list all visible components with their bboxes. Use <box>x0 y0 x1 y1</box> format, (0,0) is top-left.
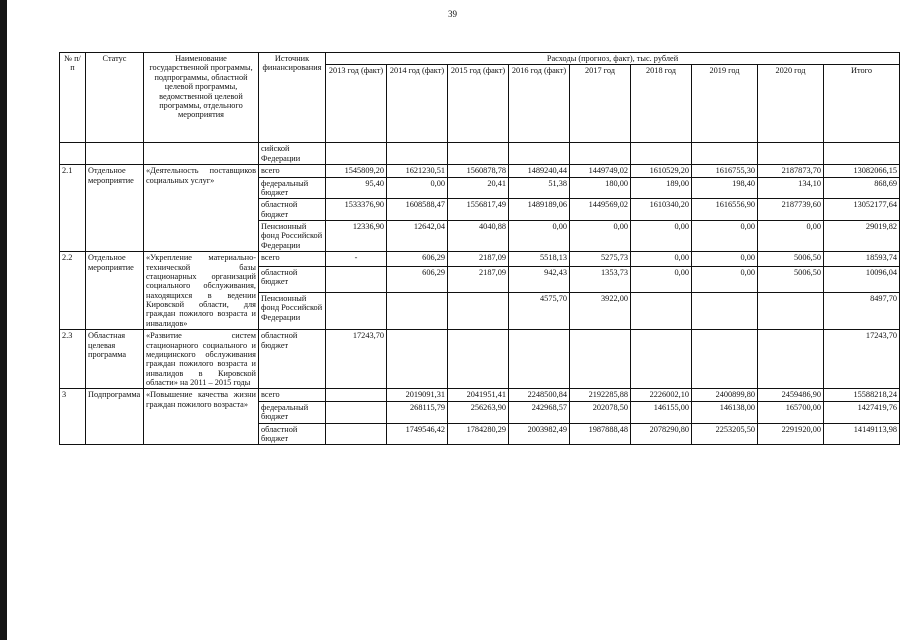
value-cell: 0,00 <box>758 221 824 252</box>
value-cell: 1449569,02 <box>570 199 631 221</box>
header-name: Наименование государственной программы, подпрограммы, областной целевой программы, ведомственной целевой программы, отдельного мероприятия <box>144 53 259 143</box>
value-cell: 1616755,30 <box>692 165 758 177</box>
value-cell: 2291920,00 <box>758 423 824 445</box>
value-cell: 5275,73 <box>570 252 631 267</box>
table-row <box>60 252 900 267</box>
table-body <box>60 143 900 445</box>
value-cell: 2041951,41 <box>448 389 509 401</box>
table-row <box>60 165 900 177</box>
value-cell: 606,29 <box>387 266 448 292</box>
value-cell: - <box>326 252 387 267</box>
value-cell <box>326 401 387 423</box>
value-cell: 165700,00 <box>758 401 824 423</box>
value-cell <box>692 330 758 389</box>
row-number: 2.1 <box>60 165 86 252</box>
source-cell: всего <box>259 389 326 401</box>
value-cell: 2248500,84 <box>509 389 570 401</box>
value-cell: 0,00 <box>387 177 448 199</box>
row-status: Отдельное мероприятие <box>86 165 144 252</box>
row-program-name: «Деятельность поставщиков социальных услуг» <box>144 165 259 252</box>
header-source: Источник финансирования <box>259 53 326 143</box>
source-cell: Пенсионный фонд Российской Федерации <box>259 221 326 252</box>
value-cell <box>326 389 387 401</box>
value-cell: 1610340,20 <box>631 199 692 221</box>
value-cell <box>326 423 387 445</box>
value-cell <box>631 330 692 389</box>
value-cell: 2192285,88 <box>570 389 631 401</box>
total-cell: 14149113,98 <box>824 423 900 445</box>
value-cell: 51,38 <box>509 177 570 199</box>
value-cell: 1353,73 <box>570 266 631 292</box>
value-cell: 0,00 <box>692 221 758 252</box>
source-cell: федеральный бюджет <box>259 401 326 423</box>
value-cell: 2187873,70 <box>758 165 824 177</box>
header-year: 2015 год (факт) <box>448 65 509 143</box>
value-cell: 1489240,44 <box>509 165 570 177</box>
value-cell: 4575,70 <box>509 292 570 329</box>
value-cell: 0,00 <box>509 221 570 252</box>
value-cell: 5006,50 <box>758 252 824 267</box>
value-cell: 180,00 <box>570 177 631 199</box>
header-year: 2016 год (факт) <box>509 65 570 143</box>
value-cell: 20,41 <box>448 177 509 199</box>
value-cell: 1784280,29 <box>448 423 509 445</box>
value-cell <box>692 292 758 329</box>
table-row <box>60 389 900 401</box>
value-cell: 606,29 <box>387 252 448 267</box>
value-cell <box>509 330 570 389</box>
value-cell <box>570 330 631 389</box>
source-cell: областной бюджет <box>259 266 326 292</box>
value-cell: 1533376,90 <box>326 199 387 221</box>
value-cell <box>387 330 448 389</box>
row-program-name: «Развитие систем стационарного социального и медицинского обслуживания граждан пожилого возраста и инвалидов в Кировской области» на 2011 – 2015 годы <box>144 330 259 389</box>
source-cell: сийской Федерации <box>259 143 326 165</box>
value-cell: 198,40 <box>692 177 758 199</box>
value-cell: 5006,50 <box>758 266 824 292</box>
header-status: Статус <box>86 53 144 143</box>
header-year: 2017 год <box>570 65 631 143</box>
value-cell <box>387 292 448 329</box>
total-cell: 17243,70 <box>824 330 900 389</box>
value-cell: 942,43 <box>509 266 570 292</box>
total-cell: 18593,74 <box>824 252 900 267</box>
value-cell: 5518,13 <box>509 252 570 267</box>
header-year: 2019 год <box>692 65 758 143</box>
value-cell: 1489189,06 <box>509 199 570 221</box>
header-year: 2018 год <box>631 65 692 143</box>
row-status: Подпрограмма <box>86 389 144 445</box>
value-cell: 1545809,20 <box>326 165 387 177</box>
value-cell: 17243,70 <box>326 330 387 389</box>
value-cell: 2187739,60 <box>758 199 824 221</box>
source-cell: областной бюджет <box>259 423 326 445</box>
value-cell: 1560878,78 <box>448 165 509 177</box>
total-cell: 13052177,64 <box>824 199 900 221</box>
value-cell: 2226002,10 <box>631 389 692 401</box>
total-cell: 15588218,24 <box>824 389 900 401</box>
value-cell: 4040,88 <box>448 221 509 252</box>
value-cell: 0,00 <box>692 266 758 292</box>
source-cell: всего <box>259 165 326 177</box>
value-cell: 256263,90 <box>448 401 509 423</box>
value-cell: 1749546,42 <box>387 423 448 445</box>
source-cell: всего <box>259 252 326 267</box>
value-cell: 146155,00 <box>631 401 692 423</box>
value-cell: 2459486,90 <box>758 389 824 401</box>
value-cell: 0,00 <box>631 252 692 267</box>
value-cell: 95,40 <box>326 177 387 199</box>
value-cell <box>448 330 509 389</box>
row-status: Отдельное мероприятие <box>86 252 144 330</box>
total-cell: 868,69 <box>824 177 900 199</box>
header-expenses: Расходы (прогноз, факт), тыс. рублей <box>326 53 900 65</box>
header-num: № п/п <box>60 53 86 143</box>
total-cell: 8497,70 <box>824 292 900 329</box>
source-cell: Пенсионный фонд Российской Федерации <box>259 292 326 329</box>
page-number: 39 <box>448 9 457 19</box>
value-cell: 1610529,20 <box>631 165 692 177</box>
value-cell <box>448 292 509 329</box>
value-cell: 12642,04 <box>387 221 448 252</box>
source-cell: областной бюджет <box>259 199 326 221</box>
total-cell: 13082066,15 <box>824 165 900 177</box>
value-cell: 1608588,47 <box>387 199 448 221</box>
value-cell <box>326 266 387 292</box>
header-year: 2013 год (факт) <box>326 65 387 143</box>
value-cell: 1621230,51 <box>387 165 448 177</box>
value-cell: 2400899,80 <box>692 389 758 401</box>
budget-table <box>59 52 900 445</box>
value-cell: 242968,57 <box>509 401 570 423</box>
total-cell: 10096,04 <box>824 266 900 292</box>
table-row <box>60 330 900 389</box>
value-cell: 1616556,90 <box>692 199 758 221</box>
value-cell: 2187,09 <box>448 252 509 267</box>
row-number: 2.2 <box>60 252 86 330</box>
value-cell <box>631 292 692 329</box>
value-cell: 268115,79 <box>387 401 448 423</box>
value-cell: 202078,50 <box>570 401 631 423</box>
value-cell: 189,00 <box>631 177 692 199</box>
value-cell: 1987888,48 <box>570 423 631 445</box>
value-cell <box>758 292 824 329</box>
row-number: 3 <box>60 389 86 445</box>
value-cell: 1556817,49 <box>448 199 509 221</box>
row-number: 2.3 <box>60 330 86 389</box>
value-cell: 146138,00 <box>692 401 758 423</box>
value-cell: 2187,09 <box>448 266 509 292</box>
value-cell: 134,10 <box>758 177 824 199</box>
total-cell: 29019,82 <box>824 221 900 252</box>
source-cell: областной бюджет <box>259 330 326 389</box>
header-year: 2020 год <box>758 65 824 143</box>
value-cell: 0,00 <box>631 266 692 292</box>
value-cell: 2253205,50 <box>692 423 758 445</box>
value-cell: 0,00 <box>631 221 692 252</box>
value-cell: 2078290,80 <box>631 423 692 445</box>
value-cell <box>758 330 824 389</box>
value-cell: 1449749,02 <box>570 165 631 177</box>
row-status: Областная целевая программа <box>86 330 144 389</box>
value-cell: 2019091,31 <box>387 389 448 401</box>
header-total: Итого <box>824 65 900 143</box>
value-cell: 0,00 <box>692 252 758 267</box>
table-header <box>60 53 900 143</box>
scan-edge-bar <box>0 0 7 640</box>
value-cell: 2003982,49 <box>509 423 570 445</box>
header-year: 2014 год (факт) <box>387 65 448 143</box>
row-program-name: «Укрепление материально-технической базы стационарных организаций социального обслуживания, находящихся в ведении Кировской области, для граждан пожилого возраста и инвалидов» <box>144 252 259 330</box>
value-cell: 3922,00 <box>570 292 631 329</box>
value-cell: 12336,90 <box>326 221 387 252</box>
total-cell: 1427419,76 <box>824 401 900 423</box>
table-row-carryover <box>60 143 900 165</box>
row-program-name: «Повышение качества жизни граждан пожилого возраста» <box>144 389 259 445</box>
value-cell: 0,00 <box>570 221 631 252</box>
value-cell <box>326 292 387 329</box>
source-cell: федеральный бюджет <box>259 177 326 199</box>
